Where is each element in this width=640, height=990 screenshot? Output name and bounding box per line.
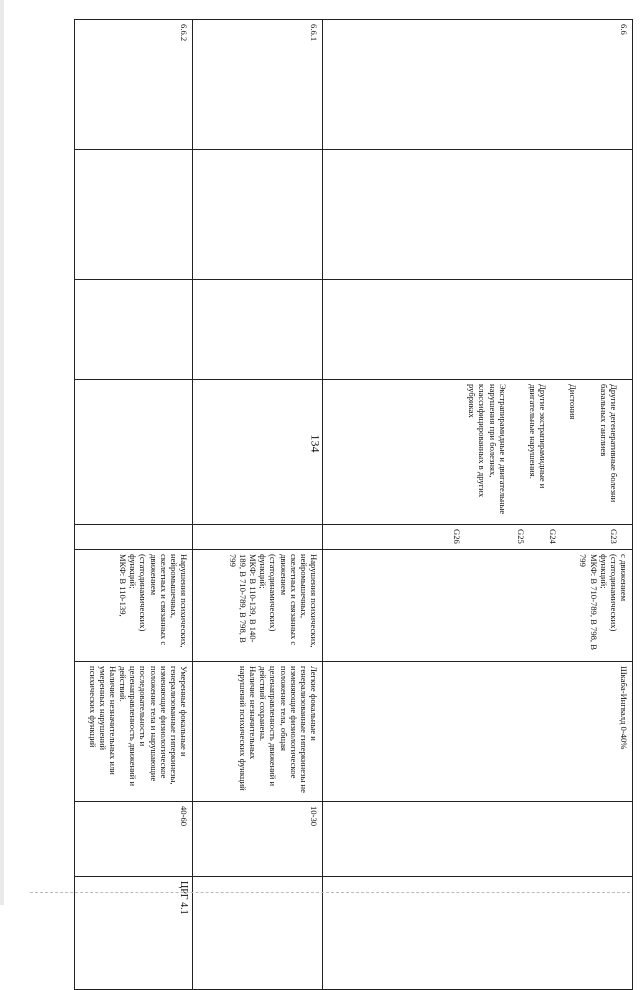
icd-code: G23 (608, 529, 619, 544)
empty-cell (193, 280, 323, 380)
empty-cell (75, 525, 193, 550)
classification-table (74, 19, 633, 990)
score-cell: 10-30 (193, 802, 323, 877)
icd-code: G24 (547, 529, 558, 544)
table-row-6-6-1 (193, 20, 323, 990)
empty-cell (193, 525, 323, 550)
rotated-table-frame (75, 19, 633, 915)
row-code: 6.6.1 (193, 20, 323, 150)
icd-code-list (323, 525, 633, 550)
description-cell: Легкие фокальные и генерализованные гиперкинезы не изменяющие физиологическое положение тела, общая целенаправленность движений и действий сохранена. Наличие незначительных нарушений психических функций (193, 662, 323, 802)
scale-cell: Шкаба-Ингвалд 0-40% (323, 662, 633, 802)
empty-cell (75, 280, 193, 380)
row-code: 6.6.2 (75, 20, 193, 150)
table-row-6-6 (323, 20, 633, 990)
empty-cell (193, 150, 323, 280)
page-number: 134 (308, 434, 323, 453)
diagnosis-item: Другие дегенеративные болезни базальных ганглиев (598, 384, 619, 503)
empty-cell (75, 380, 193, 525)
row-code: 6.6 (323, 20, 633, 150)
empty-cell (193, 380, 323, 525)
scan-edge (0, 0, 4, 905)
upt-cell: ЦРГ 4.1 (75, 877, 193, 990)
scan-bottom-edge (30, 892, 630, 896)
empty-cell (75, 150, 193, 280)
diagnosis-list (323, 380, 633, 525)
diagnosis-item: Другие экстрапирамидные и двигательные нарушения. (528, 384, 549, 489)
icd-code: G25 (516, 529, 527, 544)
score-cell: 40-60 (75, 802, 193, 877)
empty-cell (323, 802, 633, 877)
impairment-cell: с движением (статодинамических) функций; МКФ: В 710-789, В 798, В 799 (323, 550, 633, 662)
diagnosis-item: Экстрапирамидные и двигательные нарушения при болезнях, классифицированных в других рубриках (467, 384, 508, 515)
icd-code: G26 (452, 529, 463, 544)
empty-cell (323, 280, 633, 380)
description-cell: Умеренные фокальные и генерализованные гиперкинезы, изменяющие физиологическое положение тела и нарушающие последовательность и целенаправленность движений и действий. Наличие незначительных или умеренных нарушений психических функций (75, 662, 193, 802)
empty-cell (323, 150, 633, 280)
impairment-cell: Нарушения психических, нейромышечных, скелетных и связанных с движением (статодинамических) функций; МКФ: В 110-139, В 140-189, В 710-789, В 798, В 799 (193, 550, 323, 662)
diagnosis-item: Дистония (568, 384, 579, 420)
table-row-6-6-2 (75, 20, 193, 990)
impairment-cell: Нарушения психических, нейромышечных, скелетных и связанных с движением (статодинамических) функций; МКФ: В 110-139, (75, 550, 193, 662)
